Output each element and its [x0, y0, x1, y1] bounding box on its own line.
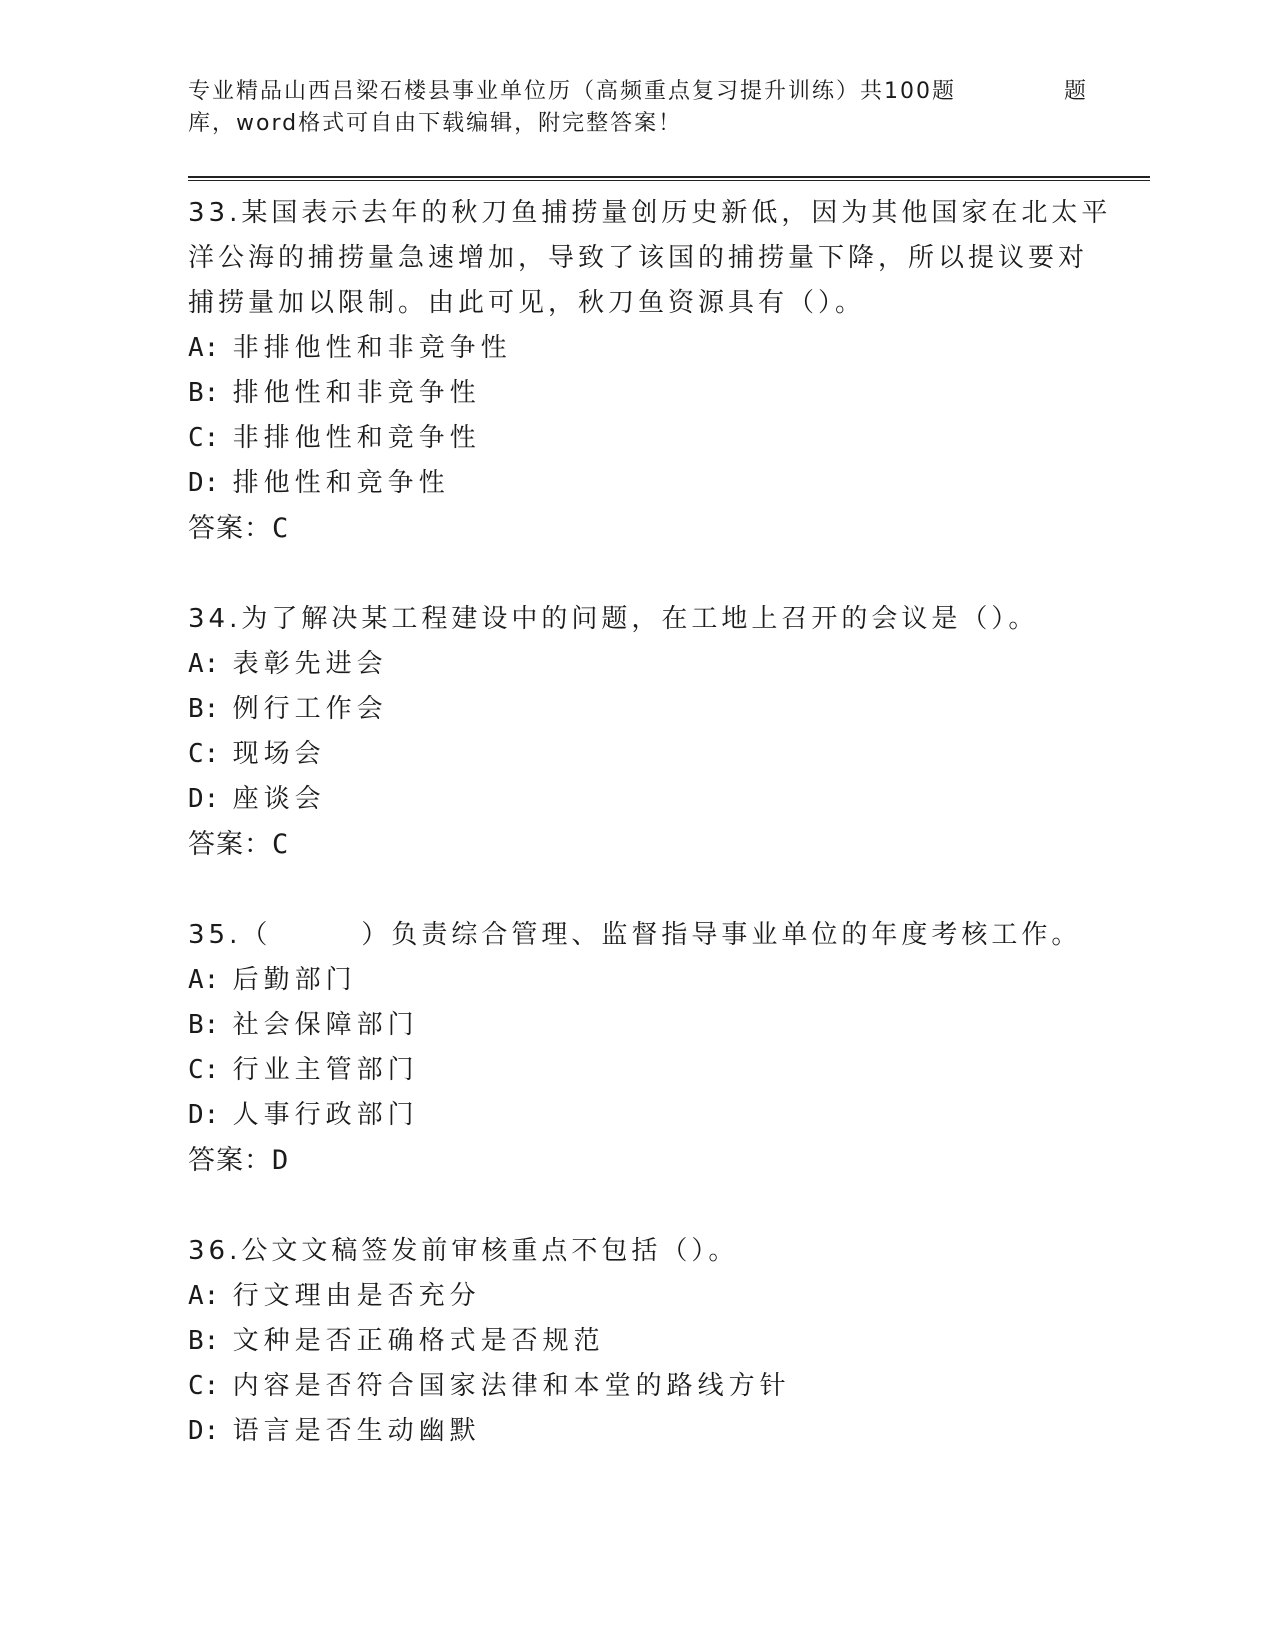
question-stem-line: 捕捞量加以限制。由此可见，秋刀鱼资源具有（）。 — [188, 288, 866, 318]
option-letter: B: — [188, 1326, 220, 1356]
question-stem-line: 33.某国表示去年的秋刀鱼捕捞量创历史新低，因为其他国家在北太平 — [188, 198, 1112, 228]
answer-option — [188, 1409, 1128, 1454]
answer-line — [188, 506, 1128, 551]
option-letter: C: — [188, 1371, 220, 1401]
question-stem-line: 洋公海的捕捞量急速增加，导致了该国的捕捞量下降，所以提议要对 — [188, 243, 1089, 273]
answer-line — [188, 1138, 1128, 1183]
answer-option — [188, 1093, 1128, 1138]
question-stem-line: 35.（ ）负责综合管理、监督指导事业单位的年度考核工作。 — [188, 920, 1082, 950]
option-text: 行文理由是否充分 — [232, 1281, 481, 1311]
answer-option — [188, 1274, 1128, 1319]
answer-option — [188, 732, 1128, 777]
answer-label: 答案： — [188, 829, 272, 860]
question-block — [188, 913, 1128, 1183]
option-letter: A: — [188, 333, 220, 363]
option-text: 非排他性和非竞争性 — [232, 333, 512, 363]
option-text: 现场会 — [232, 739, 326, 769]
question-list — [188, 191, 1128, 1500]
option-text: 排他性和竞争性 — [232, 468, 450, 498]
answer-option — [188, 1003, 1128, 1048]
option-letter: C: — [188, 1055, 220, 1085]
option-letter: A: — [188, 965, 220, 995]
option-text: 文种是否正确格式是否规范 — [232, 1326, 605, 1356]
option-text: 语言是否生动幽默 — [232, 1416, 481, 1446]
option-text: 人事行政部门 — [232, 1100, 419, 1130]
answer-option — [188, 416, 1128, 461]
question-block — [188, 1229, 1128, 1454]
answer-option — [188, 687, 1128, 732]
answer-label: 答案： — [188, 1145, 272, 1176]
question-block — [188, 191, 1128, 551]
option-letter: B: — [188, 694, 220, 724]
header-title: 专业精品山西吕梁石楼县事业单位历（高频重点复习提升训练）共100题 — [188, 79, 956, 104]
answer-option — [188, 1048, 1128, 1093]
option-letter: C: — [188, 739, 220, 769]
page-header — [188, 76, 1088, 140]
question-block — [188, 597, 1128, 867]
answer-value: C — [272, 829, 290, 860]
answer-option — [188, 642, 1128, 687]
option-text: 表彰先进会 — [232, 649, 388, 679]
answer-line — [188, 822, 1128, 867]
option-text: 社会保障部门 — [232, 1010, 419, 1040]
answer-value: D — [272, 1145, 290, 1176]
option-letter: D: — [188, 1100, 220, 1130]
answer-value: C — [272, 513, 290, 544]
header-line-1 — [188, 76, 1088, 108]
header-title-tail: 题 — [1063, 79, 1088, 104]
option-letter: A: — [188, 649, 220, 679]
option-text: 内容是否符合国家法律和本堂的路线方针 — [232, 1371, 791, 1401]
answer-label: 答案： — [188, 513, 272, 544]
answer-option — [188, 326, 1128, 371]
answer-option — [188, 461, 1128, 506]
answer-option — [188, 1319, 1128, 1364]
header-line-2: 库，word格式可自由下载编辑，附完整答案！ — [188, 111, 683, 136]
option-letter: B: — [188, 1010, 220, 1040]
option-text: 非排他性和竞争性 — [232, 423, 481, 453]
option-letter: C: — [188, 423, 220, 453]
option-text: 例行工作会 — [232, 694, 388, 724]
answer-option — [188, 371, 1128, 416]
question-stem-line: 34.为了解决某工程建设中的问题，在工地上召开的会议是（）。 — [188, 604, 1039, 634]
header-divider — [188, 176, 1150, 181]
option-text: 行业主管部门 — [232, 1055, 419, 1085]
answer-option — [188, 958, 1128, 1003]
option-letter: D: — [188, 1416, 220, 1446]
option-letter: D: — [188, 468, 220, 498]
answer-option — [188, 777, 1128, 822]
option-text: 后勤部门 — [232, 965, 357, 995]
question-stem-line: 36.公文文稿签发前审核重点不包括（）。 — [188, 1236, 739, 1266]
option-text: 座谈会 — [232, 784, 326, 814]
answer-option — [188, 1364, 1128, 1409]
option-letter: B: — [188, 378, 220, 408]
option-letter: A: — [188, 1281, 220, 1311]
option-letter: D: — [188, 784, 220, 814]
option-text: 排他性和非竞争性 — [232, 378, 481, 408]
